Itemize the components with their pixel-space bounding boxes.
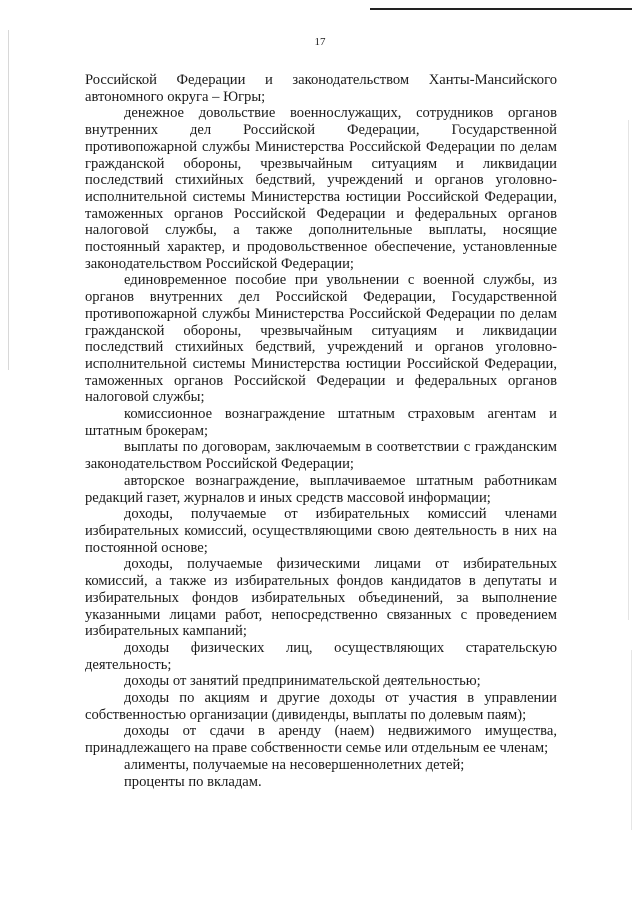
page-number: 17 xyxy=(314,36,326,48)
paragraph: комиссионное вознаграждение штатным страховым агентам и штатным брокерам; xyxy=(85,406,557,439)
paragraph: авторское вознаграждение, выплачиваемое штатным работникам редакций газет, журналов и иных средств массовой информации; xyxy=(85,472,557,506)
scan-edge-right-lower xyxy=(631,650,632,830)
document-body xyxy=(85,72,557,790)
header-rule xyxy=(370,8,632,10)
paragraph: единовременное пособие при увольнении с военной службы, из органов внутренних дел Российской Федерации, Государственной противопожарной службы Министерства Российской Федерации по делам гражданской обороны, чрезвычайным ситуациям и ликвидации последствий стихийных бедствий, учреждений и органов уголовно-исполнительной системы Министерства юстиции Российской Федерации, таможенных органов Российской Федерации и федеральных органов налоговой службы; xyxy=(85,272,557,406)
paragraph: выплаты по договорам, заключаемым в соответствии с гражданским законодательством Российской Федерации; xyxy=(85,439,557,473)
paragraph: доходы, получаемые от избирательных комиссий членами избирательных комиссий, осуществляющими свою деятельность в них на постоянной основе; xyxy=(85,506,557,556)
scan-edge-right xyxy=(628,120,629,620)
paragraph: доходы от сдачи в аренду (наем) недвижимого имущества, принадлежащего на праве собственности семье или отдельным ее членам; xyxy=(85,723,557,757)
paragraph: доходы по акциям и другие доходы от участия в управлении собственностью организации (дивиденды, выплаты по долевым паям); xyxy=(85,690,557,723)
paragraph: алименты, получаемые на несовершеннолетних детей; xyxy=(124,756,465,773)
paragraph: денежное довольствие военнослужащих, сотрудников органов внутренних дел Российской Федерации, Государственной противопожарной службы Министерства Российской Федерации по делам гражданской обороны, чрезвычайным ситуациям и ликвидации последствий стихийных бедствий, учреждений и органов уголовно-исполнительной системы Министерства юстиции Российской Федерации, таможенных органов Российской Федерации и федеральных органов налоговой службы, а также дополнительные выплаты, носящие постоянный характер, и продовольственное обеспечение, установленные законодательством Российской Федерации; xyxy=(85,105,557,272)
paragraph: доходы, получаемые физическими лицами от избирательных комиссий, а также из избирательных фондов кандидатов в депутаты и избирательных фондов избирательных объединений, за выполнение указанными лицами работ, непосредственно связанных с проведением избирательных кампаний; xyxy=(85,556,557,640)
paragraph: проценты по вкладам. xyxy=(124,773,262,790)
paragraph: доходы от занятий предпринимательской деятельностью; xyxy=(124,673,481,690)
scan-edge-left xyxy=(8,30,9,370)
paragraph: доходы физических лиц, осуществляющих старательскую деятельность; xyxy=(85,639,557,673)
paragraph: Российской Федерации и законодательством Ханты-Мансийского автономного округа – Югры; xyxy=(85,72,557,105)
